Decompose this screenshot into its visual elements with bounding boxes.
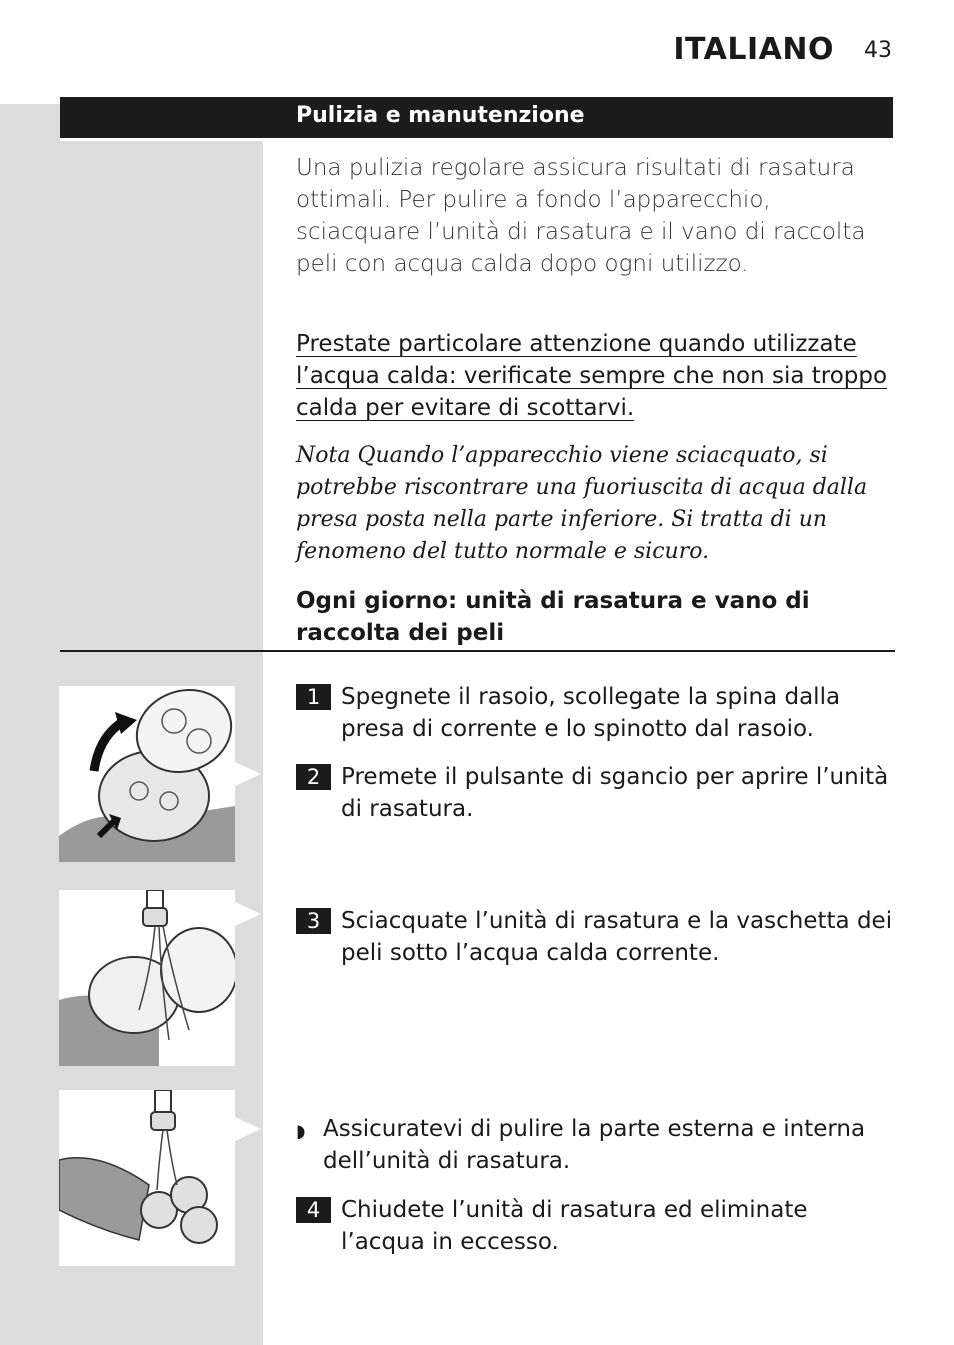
step-number: 4 bbox=[296, 1197, 331, 1223]
note-paragraph: Nota Quando l’apparecchio viene sciacquato, si potrebbe riscontrare una fuoriuscita di acqua dalla presa posta nella parte inferiore. Si tratta di un fenomeno del tutto normale e sicuro. bbox=[296, 443, 868, 564]
image-pointer bbox=[235, 902, 261, 926]
tap bbox=[143, 908, 167, 926]
tip-bullet bbox=[296, 1113, 896, 1177]
step-3 bbox=[296, 905, 896, 969]
illustration-open-shaving-unit bbox=[59, 686, 235, 862]
rinse-outside-drawing bbox=[59, 1090, 235, 1266]
tap-pipe bbox=[155, 1090, 171, 1114]
shaving-head bbox=[181, 1207, 217, 1243]
page-number: 43 bbox=[864, 38, 892, 63]
step-4 bbox=[296, 1194, 896, 1258]
step-number: 2 bbox=[296, 764, 331, 790]
rinse-drawing bbox=[59, 890, 235, 1066]
tap bbox=[151, 1112, 175, 1130]
subheading: Ogni giorno: unità di rasatura e vano di raccolta dei peli bbox=[296, 588, 810, 646]
step-2 bbox=[296, 761, 896, 825]
shaver-body bbox=[59, 1158, 149, 1240]
illustration-rinse-outside bbox=[59, 1090, 235, 1266]
water-stream bbox=[157, 1130, 177, 1190]
section-title: Pulizia e manutenzione bbox=[296, 103, 585, 128]
illustration-rinse-unit bbox=[59, 890, 235, 1066]
bullet-icon: ◗ bbox=[296, 1121, 306, 1142]
step-text: Premete il pulsante di sgancio per aprire l’unità di rasatura. bbox=[341, 764, 889, 822]
step-number: 1 bbox=[296, 684, 331, 710]
tip-text: Assicuratevi di pulire la parte esterna e interna dell’unità di rasatura. bbox=[323, 1116, 866, 1174]
shaver-open-drawing bbox=[59, 686, 235, 862]
step-text: Chiudete l’unità di rasatura ed eliminate l’acqua in eccesso. bbox=[341, 1197, 808, 1255]
divider bbox=[60, 138, 263, 141]
warning-paragraph bbox=[296, 328, 896, 424]
image-pointer bbox=[235, 762, 261, 786]
step-1 bbox=[296, 681, 896, 745]
step-number: 3 bbox=[296, 908, 331, 934]
intro-paragraph: Una pulizia regolare assicura risultati di rasatura ottimali. Per pulire a fondo l’apparecchio, sciacquare l’unità di rasatura e il vano di raccolta peli con acqua calda dopo ogni utilizzo. bbox=[296, 155, 866, 277]
warning-text: Prestate particolare attenzione quando utilizzate l’acqua calda: verificate sempre che non sia troppo calda per evitare di scottarvi. bbox=[296, 331, 888, 421]
language-heading: ITALIANO bbox=[673, 32, 834, 67]
section-rule bbox=[60, 650, 895, 652]
image-pointer bbox=[235, 1117, 261, 1141]
step-text: Sciacquate l’unità di rasatura e la vaschetta dei peli sotto l’acqua calda corrente. bbox=[341, 908, 893, 966]
step-text: Spegnete il rasoio, scollegate la spina dalla presa di corrente e lo spinotto dal rasoio. bbox=[341, 684, 841, 742]
